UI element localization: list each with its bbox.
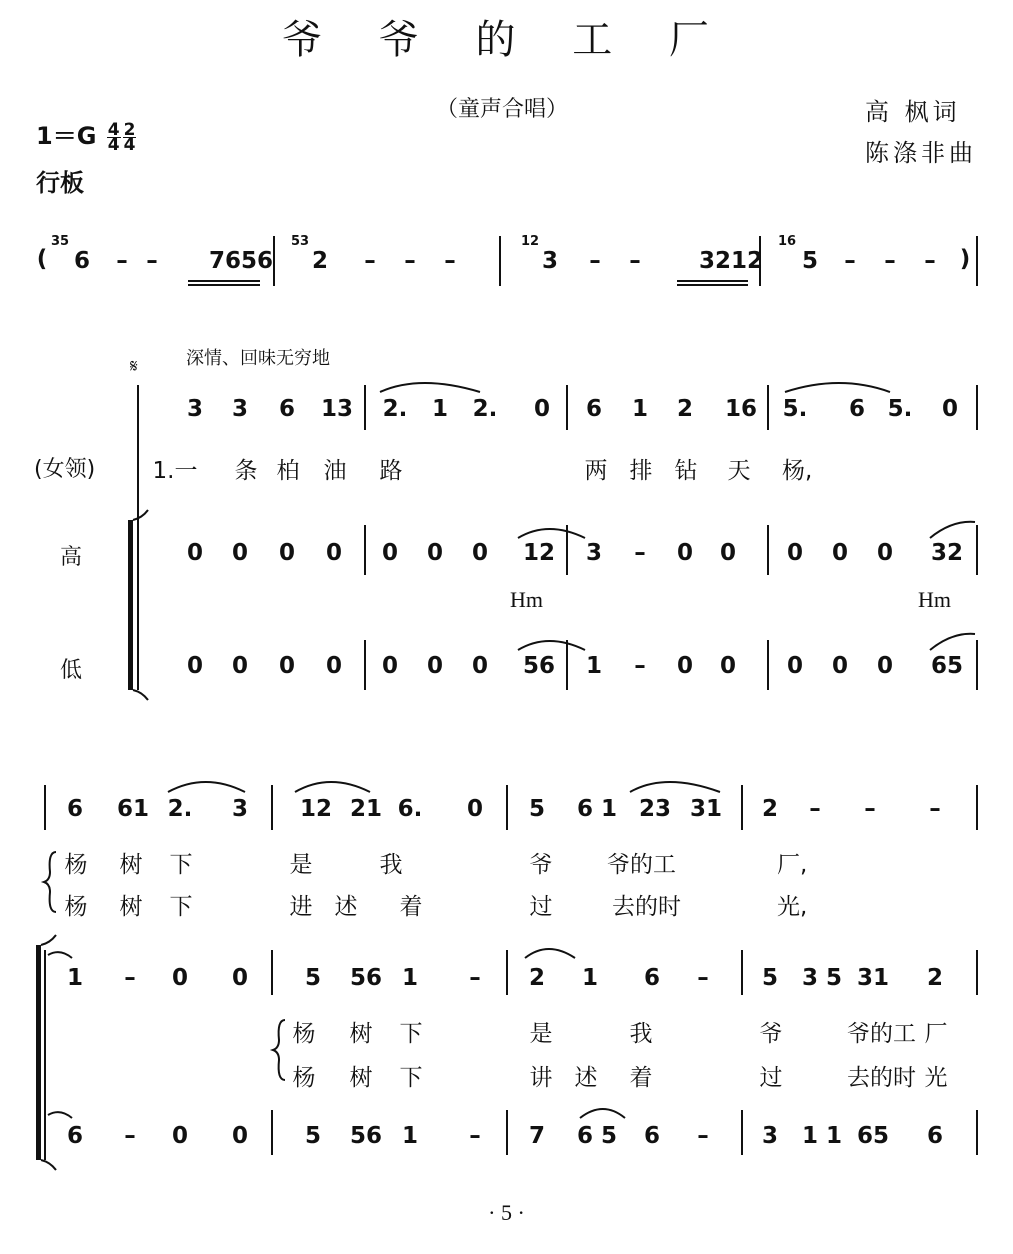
intro-note: 6 bbox=[73, 248, 90, 274]
low-note: 0 bbox=[278, 653, 295, 679]
subtitle: （童声合唱） bbox=[436, 97, 569, 122]
intro-note: 5 bbox=[801, 248, 818, 274]
lead-note: 21 bbox=[350, 796, 383, 822]
high-note: – bbox=[697, 965, 709, 991]
lead-note: 2. bbox=[472, 396, 498, 422]
lyric-char: 树 bbox=[119, 852, 143, 878]
intro-note: – bbox=[589, 248, 601, 274]
low-note: 5 bbox=[304, 1123, 321, 1149]
high-note: 0 bbox=[381, 540, 398, 566]
time-signature-1: $\frac{4}{4}$ bbox=[107, 119, 120, 155]
low-note: 65 bbox=[931, 653, 964, 679]
intro-note: 2 bbox=[311, 248, 328, 274]
part-label-high: 高 bbox=[60, 545, 83, 570]
low-note: – bbox=[124, 1123, 136, 1149]
low-note: – bbox=[469, 1123, 481, 1149]
high-note: 2 bbox=[528, 965, 545, 991]
intro-note: 3212 bbox=[699, 248, 764, 274]
low-note: 1 bbox=[585, 653, 602, 679]
lead-note: 12 bbox=[300, 796, 333, 822]
lead-note: 6. bbox=[397, 796, 423, 822]
lyric-char: 杨 bbox=[292, 1065, 316, 1091]
lead-note: 2 bbox=[676, 396, 693, 422]
lead-note: – bbox=[809, 796, 821, 822]
lead-note: 6 bbox=[585, 396, 602, 422]
lead-note: 6 1 bbox=[577, 796, 618, 822]
lead-note: – bbox=[929, 796, 941, 822]
lead-note: 6 bbox=[848, 396, 865, 422]
intro-note: – bbox=[146, 248, 158, 274]
low-note: 6 bbox=[66, 1123, 83, 1149]
intro-grace-note: 12 bbox=[520, 234, 540, 249]
high-note: 0 bbox=[876, 540, 893, 566]
intro-close-paren: ) bbox=[959, 246, 971, 272]
lead-note: 61 bbox=[117, 796, 150, 822]
intro-grace-note: 16 bbox=[777, 234, 797, 249]
high-note: 1 bbox=[581, 965, 598, 991]
high-note: 0 bbox=[186, 540, 203, 566]
low-note: 0 bbox=[426, 653, 443, 679]
high-note: 56 bbox=[350, 965, 383, 991]
intro-grace-note: 35 bbox=[50, 234, 70, 249]
low-note: 0 bbox=[831, 653, 848, 679]
low-note: 3 bbox=[761, 1123, 778, 1149]
lyric-char: 爷的工 bbox=[847, 1021, 916, 1047]
lead-note: 5 bbox=[528, 796, 545, 822]
low-note: 0 bbox=[186, 653, 203, 679]
low-note: 0 bbox=[471, 653, 488, 679]
hm-text-1: Hm bbox=[510, 587, 543, 612]
lead-note: 3 bbox=[231, 396, 248, 422]
lyric-char: 述 bbox=[334, 894, 358, 920]
lyric-char: 述 bbox=[574, 1065, 598, 1091]
lead-note: – bbox=[864, 796, 876, 822]
lyric-char: 排 bbox=[629, 458, 653, 484]
high-note: 5 bbox=[761, 965, 778, 991]
composer: 陈涤非曲 bbox=[865, 139, 977, 167]
lyric-char: 树 bbox=[349, 1065, 373, 1091]
high-note: 12 bbox=[523, 540, 556, 566]
high-note: 2 bbox=[926, 965, 943, 991]
lead-note: 1 bbox=[431, 396, 448, 422]
high-note: 0 bbox=[325, 540, 342, 566]
high-note: 6 bbox=[643, 965, 660, 991]
lead-note: 3 bbox=[186, 396, 203, 422]
high-note: 0 bbox=[278, 540, 295, 566]
intro-grace-note: 53 bbox=[290, 234, 310, 249]
lyric-char: 条 bbox=[234, 458, 258, 484]
high-note: 3 5 bbox=[802, 965, 843, 991]
intro-note: – bbox=[364, 248, 376, 274]
lyric-char: 是 bbox=[529, 1021, 553, 1047]
high-note: 0 bbox=[471, 540, 488, 566]
low-note: 0 bbox=[171, 1123, 188, 1149]
lead-note: 0 bbox=[533, 396, 550, 422]
lead-note: 2. bbox=[382, 396, 408, 422]
lyric-char: 杨 bbox=[64, 894, 88, 920]
lead-note: 2. bbox=[167, 796, 193, 822]
lead-note: 1 bbox=[631, 396, 648, 422]
lead-note: 5. bbox=[782, 396, 808, 422]
lyric-char: 我 bbox=[629, 1021, 653, 1047]
lead-note: 0 bbox=[941, 396, 958, 422]
high-note: – bbox=[124, 965, 136, 991]
low-note: 0 bbox=[786, 653, 803, 679]
intro-note: – bbox=[444, 248, 456, 274]
low-note: 6 5 bbox=[577, 1123, 618, 1149]
low-note: 0 bbox=[381, 653, 398, 679]
low-note: 6 bbox=[643, 1123, 660, 1149]
lyric-char: 去的时 bbox=[847, 1065, 916, 1091]
low-note: 0 bbox=[325, 653, 342, 679]
lyric-char: 钻 bbox=[674, 458, 698, 484]
high-note: 0 bbox=[231, 965, 248, 991]
high-note: 31 bbox=[857, 965, 890, 991]
intro-note: – bbox=[404, 248, 416, 274]
high-note: 5 bbox=[304, 965, 321, 991]
low-note: 56 bbox=[350, 1123, 383, 1149]
lyric-char: 柏 bbox=[276, 458, 300, 484]
lyric-char: 杨 bbox=[292, 1021, 316, 1047]
intro-note: – bbox=[116, 248, 128, 274]
lyric-char: 下 bbox=[169, 852, 193, 878]
high-note: 0 bbox=[831, 540, 848, 566]
high-note: 1 bbox=[66, 965, 83, 991]
lyric-char: 厂, bbox=[777, 852, 808, 878]
low-note: 1 bbox=[401, 1123, 418, 1149]
intro-note: – bbox=[924, 248, 936, 274]
low-note: 0 bbox=[231, 1123, 248, 1149]
low-note: 65 bbox=[857, 1123, 890, 1149]
low-note: 7 bbox=[528, 1123, 545, 1149]
lead-note: 6 bbox=[66, 796, 83, 822]
lyric-char: 1.一 bbox=[152, 458, 198, 484]
lyric-char: 光, bbox=[777, 894, 808, 920]
low-note: – bbox=[634, 653, 646, 679]
lyric-char: 油 bbox=[323, 458, 347, 484]
lead-note: 13 bbox=[321, 396, 354, 422]
lyric-char: 树 bbox=[349, 1021, 373, 1047]
lyric-char: 下 bbox=[169, 894, 193, 920]
intro-open-paren: ( bbox=[36, 246, 48, 272]
low-note: 0 bbox=[876, 653, 893, 679]
intro-note: 3 bbox=[541, 248, 558, 274]
low-note: – bbox=[697, 1123, 709, 1149]
lyric-char: 厂 bbox=[924, 1021, 948, 1047]
hm-text-2: Hm bbox=[918, 587, 951, 612]
lead-note: 3 bbox=[231, 796, 248, 822]
lyric-char: 着 bbox=[629, 1065, 653, 1091]
high-note: – bbox=[634, 540, 646, 566]
lyric-char: 爷 bbox=[529, 852, 553, 878]
lyric-char: 是 bbox=[289, 852, 313, 878]
lyric-char: 过 bbox=[759, 1065, 783, 1091]
lead-note: 23 bbox=[639, 796, 672, 822]
lead-note: 16 bbox=[725, 396, 758, 422]
lyric-char: 路 bbox=[379, 458, 403, 484]
lyric-char: 天 bbox=[727, 458, 751, 484]
high-note: 0 bbox=[231, 540, 248, 566]
lyric-char: 杨, bbox=[782, 458, 813, 484]
lyric-char: 进 bbox=[289, 894, 313, 920]
low-note: 6 bbox=[926, 1123, 943, 1149]
lead-note: 2 bbox=[761, 796, 778, 822]
lyricist: 高 枫词 bbox=[865, 98, 961, 126]
lyric-char: 去的时 bbox=[612, 894, 681, 920]
lead-note: 6 bbox=[278, 396, 295, 422]
low-note: 0 bbox=[231, 653, 248, 679]
lyric-char: 下 bbox=[399, 1021, 423, 1047]
lyric-char: 树 bbox=[119, 894, 143, 920]
intro-note: – bbox=[844, 248, 856, 274]
lyric-char: 爷 bbox=[759, 1021, 783, 1047]
high-note: 3 bbox=[585, 540, 602, 566]
lyric-char: 讲 bbox=[529, 1065, 553, 1091]
high-note: – bbox=[469, 965, 481, 991]
part-label-lead: (女领) bbox=[34, 457, 96, 482]
low-note: 56 bbox=[523, 653, 556, 679]
intro-note: – bbox=[884, 248, 896, 274]
lyric-char: 着 bbox=[399, 894, 423, 920]
high-note: 0 bbox=[171, 965, 188, 991]
lyric-char: 爷的工 bbox=[607, 852, 676, 878]
segno-sign: 𝄋 bbox=[130, 356, 138, 377]
high-note: 0 bbox=[676, 540, 693, 566]
lyric-char: 过 bbox=[529, 894, 553, 920]
part-label-low: 低 bbox=[60, 658, 83, 683]
low-note: 0 bbox=[719, 653, 736, 679]
lyric-char: 光 bbox=[924, 1065, 948, 1091]
lead-note: 5. bbox=[887, 396, 913, 422]
low-note: 1 1 bbox=[802, 1123, 843, 1149]
high-note: 0 bbox=[786, 540, 803, 566]
high-note: 1 bbox=[401, 965, 418, 991]
lyric-char: 两 bbox=[584, 458, 608, 484]
key-label: 1＝G bbox=[36, 122, 97, 150]
tempo-marking: 行板 bbox=[36, 169, 84, 197]
high-note: 0 bbox=[719, 540, 736, 566]
lyric-char: 杨 bbox=[64, 852, 88, 878]
intro-note: – bbox=[629, 248, 641, 274]
time-signature-2: $\frac{2}{4}$ bbox=[123, 119, 136, 155]
lyric-char: 我 bbox=[379, 852, 403, 878]
expression-marking: 深情、回味无穷地 bbox=[186, 348, 330, 369]
high-note: 32 bbox=[931, 540, 964, 566]
lead-note: 0 bbox=[466, 796, 483, 822]
intro-note: 7656 bbox=[209, 248, 274, 274]
high-note: 0 bbox=[426, 540, 443, 566]
lyric-char: 下 bbox=[399, 1065, 423, 1091]
low-note: 0 bbox=[676, 653, 693, 679]
song-title: 爷 爷 的 工 厂 bbox=[282, 17, 731, 63]
lead-note: 31 bbox=[690, 796, 723, 822]
page-number: · 5 · bbox=[488, 1200, 525, 1225]
